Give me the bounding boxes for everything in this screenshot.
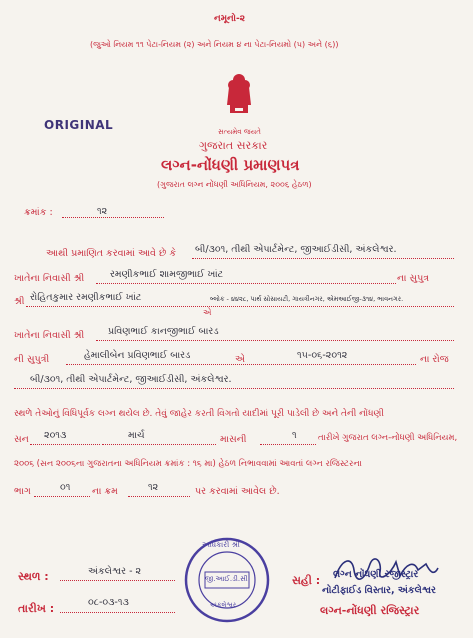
paragraph-line-2: ૨૦૦૬ (સન ૨૦૦૬ના ગુજરાતના અધિનિયમ ક્રમાંક : ૧૬ મા) હેઠળ નિભાવવામાં આવતાં લગ્ન રજિસ્ટરના <box>14 459 362 469</box>
groom-full-name: રોહિતકુમાર રમણીકભાઈ ખાંટ <box>30 292 142 303</box>
groom-line <box>26 306 454 307</box>
daughter-label: ની સુપુત્રી <box>14 354 50 365</box>
bride-name: હેમાલીબેન પ્રવિણભાઈ બારડ <box>84 350 191 361</box>
bride-father-line <box>96 340 454 341</box>
paragraph-line-1: સ્થળે તેઓનું વિધિપૂર્વક લગ્ન થયેલ છે. તેવું જાહેર કરતી વિગતો યાદીમાં પૂરી પાડેલી છે અને તેની નોંધણી <box>14 409 384 419</box>
ashoka-emblem-icon <box>216 65 262 127</box>
place-value: અંકલેશ્વર - ૨ <box>88 566 142 577</box>
registrar-line-2: નોટીફાઈડ વિસ્તાર, અંકલેશ્વર <box>322 585 436 596</box>
entry-label: ના ક્રમ <box>92 486 118 497</box>
done-label: પર કરવામાં આવેલ છે. <box>195 486 280 497</box>
date-line <box>60 612 175 613</box>
date-label: તારીખ : <box>18 602 55 615</box>
serial-line <box>62 217 164 218</box>
year-label: સન <box>14 434 29 445</box>
year-line <box>30 444 100 445</box>
month-line <box>102 444 216 445</box>
registrar-title: લગ્ન-નોંધણી રજિસ્ટ્રાર <box>320 604 420 617</box>
resident-label-2: ખાતેના નિવાસી શ્રી <box>14 330 85 341</box>
on-label: ના રોજ <box>420 354 449 365</box>
certify-line <box>192 258 454 259</box>
certify-value: બી/૩૦૧, તીથી એપાર્ટમેન્ટ, જીઆઈડીસી, અંકલેશ્વર. <box>195 244 397 255</box>
government-title: ગુજરાત સરકાર <box>199 139 268 152</box>
resident-label: ખાતેના નિવાસી શ્રી <box>14 273 85 284</box>
serial-label: ક્રમાંક : <box>24 207 53 218</box>
part-label: ભાગ <box>14 486 31 497</box>
month-label: માસની <box>220 434 247 445</box>
day-value: ૧ <box>292 430 297 441</box>
shri-label: શ્રી <box>14 296 25 307</box>
groom-address-suffix: એ <box>203 308 212 317</box>
part-value: ૦૧ <box>60 482 71 493</box>
month-value: માર્ચ <box>128 430 145 441</box>
day-line <box>260 444 316 445</box>
a-label: એ <box>235 354 246 365</box>
stamp-bottom-text: અંકલેશ્વર <box>210 601 237 609</box>
registrar-line-1: લગ્ન નોંધણી રજીસ્ટ્રાર <box>333 569 419 580</box>
serial-value: ૧૨ <box>97 206 108 217</box>
original-label: ORIGINAL <box>44 118 114 132</box>
act-text: તારીખે ગુજરાત લગ્ન-નોંધણી અધિનિયમ, <box>318 433 458 443</box>
certificate-subtitle: (ગુજરાત લગ્ન નોંધણી અધિનિયમ, ૨૦૦૬ હેઠળ) <box>157 180 312 189</box>
part-line <box>34 496 90 497</box>
venue-value: બી/૩૦૧, તીથી એપાર્ટમેન્ટ, જીઆઈડીસી, અંકલેશ્વર. <box>30 374 232 385</box>
bride-father-name: પ્રવિણભાઈ કાનજીભાઈ બારડ <box>108 326 219 337</box>
stamp-top-text: અધિકારી શ્રી <box>202 540 240 549</box>
place-label: સ્થળ : <box>18 570 49 583</box>
certificate-title: લગ્ન-નોંધણી પ્રમાણપત્ર <box>161 156 300 174</box>
son-label: ના સુપુત્ર <box>397 273 430 284</box>
entry-line <box>128 496 190 497</box>
emblem-motto: સત્યમેવ જયતે <box>218 128 261 136</box>
certify-label: આથી પ્રમાણિત કરવામાં આવે છે કે <box>46 248 177 259</box>
rule-reference: (જુઓ નિયમ ૧૧ પેટા-નિયમ (૨) અને નિયમ ૪ ના પેટા-નિયમો (૫) અને (૬)) <box>90 40 339 49</box>
groom-father-line <box>96 283 396 284</box>
groom-address: બ્લોક - ૪૪૨૮, પાર્થ સોસાયટી, ગાયત્રીનગર, એમઆઈજી-૩૧૪, ભાવનગર. <box>210 295 404 303</box>
signature-label: સહી : <box>292 574 321 587</box>
year-value: ૨૦૧૩ <box>44 430 67 441</box>
entry-value: ૧૨ <box>148 482 159 493</box>
form-number: નમૂનો-૨ <box>214 14 246 24</box>
groom-father-name: રમણીકભાઈ શામજીભાઈ ખાંટ <box>110 269 224 280</box>
marriage-date: ૧૫-૦૬-૨૦૧૨ <box>297 350 348 361</box>
place-line <box>60 580 175 581</box>
venue-line <box>14 388 454 389</box>
bride-line <box>66 364 416 365</box>
stamp-center-text: જી.આઈ.ડી.સી <box>205 575 248 583</box>
date-value: ૦૮-૦૩-૧૩ <box>88 597 129 608</box>
